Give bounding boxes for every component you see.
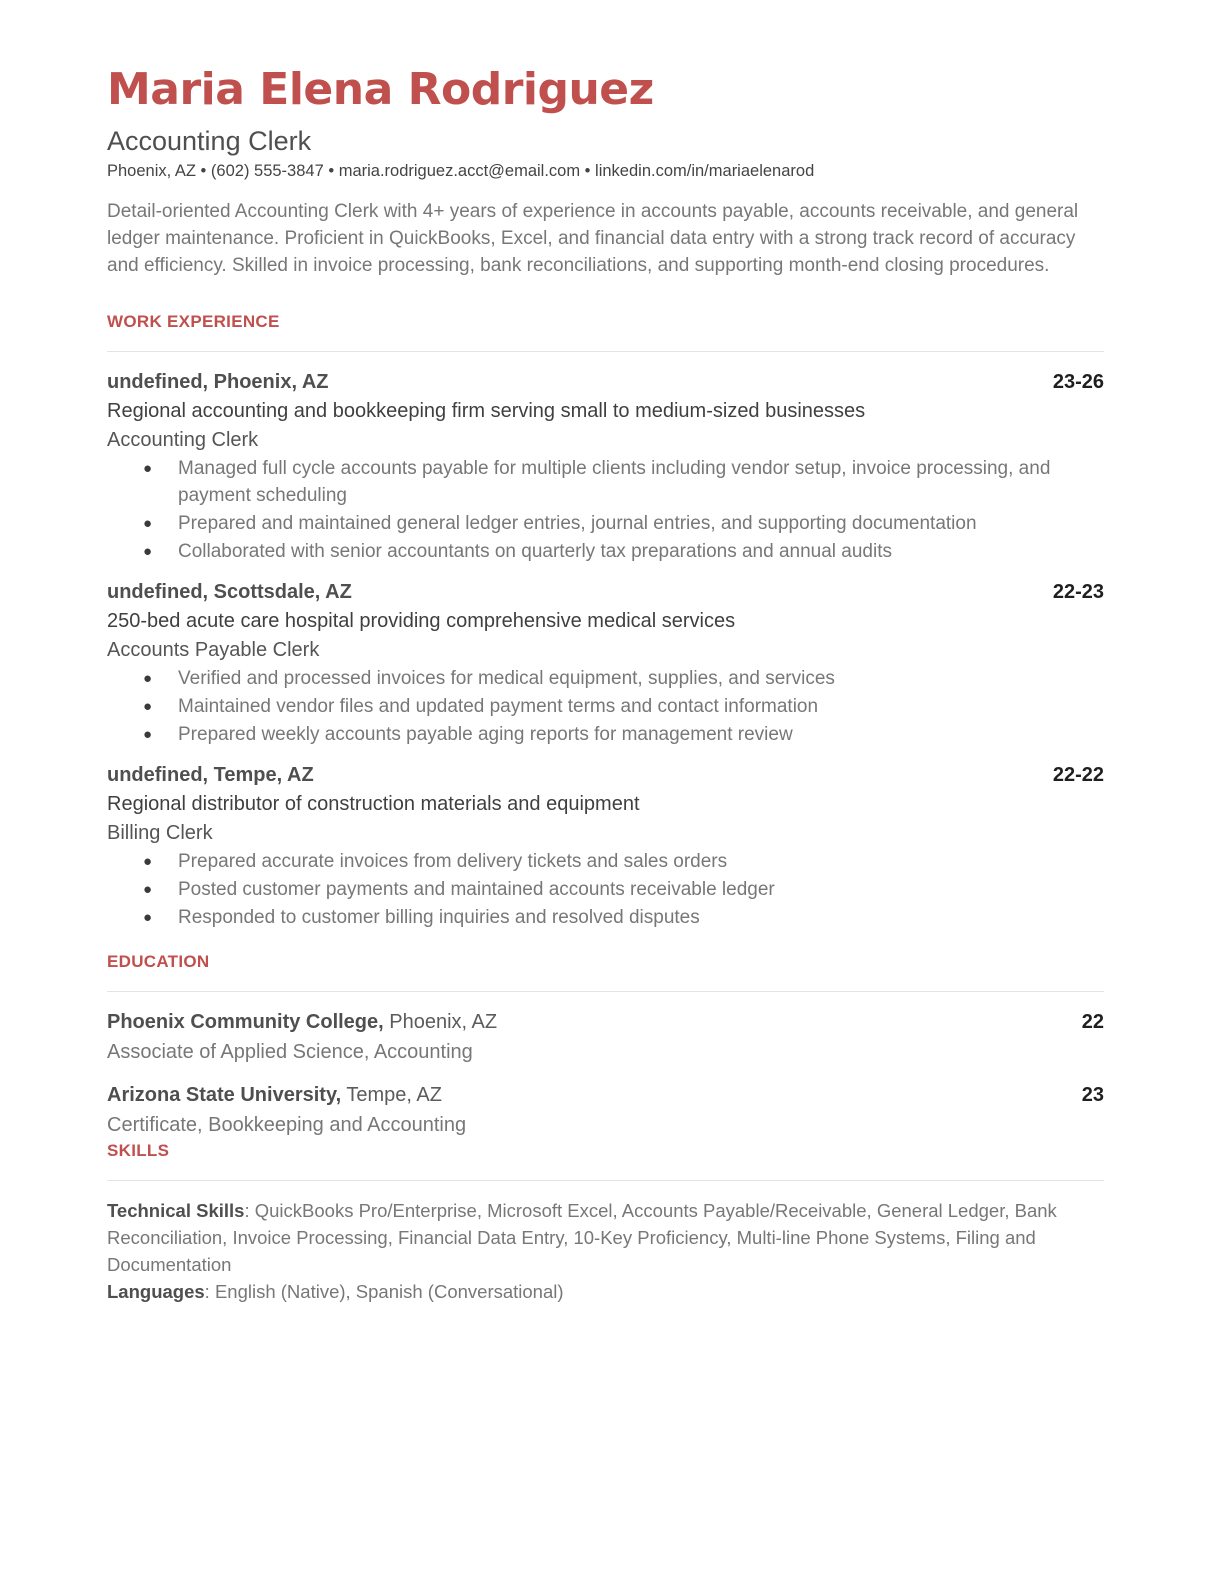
job-company: undefined, Scottsdale, AZ [107, 581, 352, 603]
education-school-line [107, 1008, 497, 1038]
education-heading: EDUCATION [107, 952, 210, 971]
bullet-icon: ● [143, 726, 153, 743]
technical-skills-value: : QuickBooks Pro/Enterprise, Microsoft Excel, Accounts Payable/Receivable, General Ledger, Bank Reconciliation, Invoice Processing, Financial Data Entry, 10-Key Proficiency, Multi-line Phone Systems, Filing and Documentation [107, 1200, 1057, 1275]
bullet-text: Prepared accurate invoices from delivery tickets and sales orders [178, 851, 728, 872]
education-school: Arizona State University, [107, 1084, 342, 1106]
job-description: 250-bed acute care hospital providing comprehensive medical services [107, 610, 736, 632]
education-school-line [107, 1081, 442, 1111]
bullet-icon: ● [143, 543, 153, 560]
languages-value: : English (Native), Spanish (Conversational) [204, 1281, 564, 1302]
job-entry [107, 368, 1104, 565]
bullet-text: Prepared and maintained general ledger entries, journal entries, and supporting documentation [178, 513, 977, 534]
job-bullet [107, 510, 1104, 537]
job-company: undefined, Tempe, AZ [107, 764, 314, 786]
education-location: Phoenix, AZ [383, 1011, 498, 1033]
languages-label: Languages [107, 1281, 205, 1302]
job-description: Regional distributor of construction materials and equipment [107, 793, 640, 815]
work-experience-section [107, 311, 1104, 931]
job-entry [107, 761, 1104, 931]
bullet-icon: ● [143, 670, 153, 687]
job-dates: 22-22 [1052, 764, 1104, 786]
bullet-icon: ● [143, 460, 153, 477]
technical-skills [107, 1197, 1104, 1278]
bullet-text: Posted customer payments and maintained accounts receivable ledger [178, 879, 775, 900]
job-bullet [107, 538, 1104, 565]
job-role: Accounts Payable Clerk [107, 639, 320, 661]
job-bullet [107, 693, 1104, 720]
job-dates: 23-26 [1052, 371, 1104, 393]
job-bullet [107, 455, 1104, 509]
section-divider [107, 1180, 1104, 1181]
work-experience-heading: WORK EXPERIENCE [107, 312, 280, 331]
job-bullets [107, 848, 1104, 931]
education-section [107, 951, 1104, 1140]
bullet-text: Prepared weekly accounts payable aging reports for management review [178, 724, 793, 745]
candidate-name: Maria Elena Rodriguez [107, 64, 654, 115]
bullet-text: Collaborated with senior accountants on quarterly tax preparations and annual audits [178, 541, 893, 562]
job-bullet [107, 665, 1104, 692]
languages [107, 1278, 1104, 1305]
education-degree: Certificate, Bookkeeping and Accounting [107, 1114, 467, 1136]
section-divider [107, 991, 1104, 992]
job-bullets [107, 665, 1104, 748]
job-bullet [107, 721, 1104, 748]
education-degree: Associate of Applied Science, Accounting [107, 1041, 473, 1063]
education-year: 23 [1081, 1084, 1104, 1106]
education-entry [107, 1081, 1104, 1140]
education-year: 22 [1081, 1011, 1104, 1033]
job-bullets [107, 455, 1104, 565]
education-entry [107, 1008, 1104, 1067]
bullet-text: Maintained vendor files and updated payment terms and contact information [178, 696, 819, 717]
candidate-title: Accounting Clerk [107, 126, 312, 156]
job-header [107, 761, 1104, 790]
bullet-icon: ● [143, 515, 153, 532]
resume-content [107, 62, 1104, 1305]
skills-heading: SKILLS [107, 1141, 170, 1160]
bullet-text: Verified and processed invoices for medical equipment, supplies, and services [178, 668, 835, 689]
contact-line: Phoenix, AZ • (602) 555-3847 • maria.rodriguez.acct@email.com • linkedin.com/in/mariaelenarod [107, 162, 815, 180]
job-description: Regional accounting and bookkeeping firm serving small to medium-sized businesses [107, 400, 866, 422]
section-divider [107, 351, 1104, 352]
bullet-icon: ● [143, 881, 153, 898]
education-header [107, 1081, 1104, 1111]
job-bullet [107, 876, 1104, 903]
job-header [107, 368, 1104, 397]
job-dates: 22-23 [1052, 581, 1104, 603]
education-school: Phoenix Community College, [107, 1011, 384, 1033]
bullet-icon: ● [143, 853, 153, 870]
technical-skills-label: Technical Skills [107, 1200, 245, 1221]
bullet-icon: ● [143, 698, 153, 715]
job-entry [107, 578, 1104, 748]
job-bullet [107, 904, 1104, 931]
bullet-icon: ● [143, 909, 153, 926]
professional-summary: Detail-oriented Accounting Clerk with 4+ years of experience in accounts payable, accounts receivable, and general ledger maintenance. Proficient in QuickBooks, Excel, and financial data entry with a strong track record of accuracy and efficiency. Skilled in invoice processing, bank reconciliations, and supporting month-end closing procedures. [107, 201, 1079, 276]
job-role: Accounting Clerk [107, 429, 259, 451]
bullet-text: Managed full cycle accounts payable for multiple clients including vendor setup, invoice processing, and payment scheduling [178, 458, 1051, 506]
job-role: Billing Clerk [107, 822, 213, 844]
job-bullet [107, 848, 1104, 875]
job-header [107, 578, 1104, 607]
bullet-text: Responded to customer billing inquiries and resolved disputes [178, 907, 700, 928]
education-location: Tempe, AZ [341, 1084, 442, 1106]
skills-section [107, 1140, 1104, 1305]
education-header [107, 1008, 1104, 1038]
job-company: undefined, Phoenix, AZ [107, 371, 329, 393]
